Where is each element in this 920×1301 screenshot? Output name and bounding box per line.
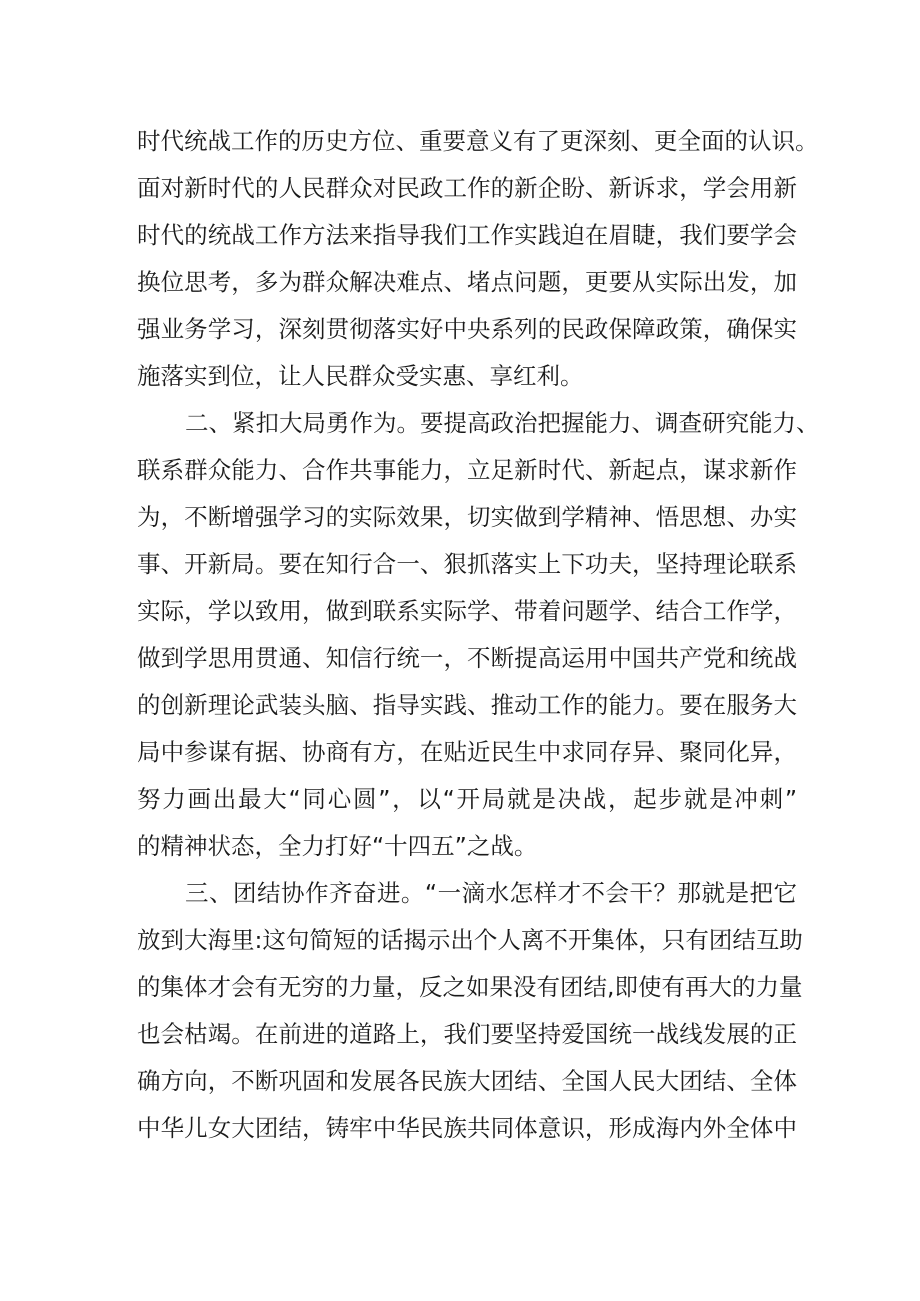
paragraph-3-line-5: 确方向，不断巩固和发展各民族大团结、全国人民大团结、全体 — [137, 1067, 797, 1095]
paragraph-2-line-5: 实际，学以致用，做到联系实际学、带着问题学、结合工作学， — [137, 597, 797, 625]
paragraph-3-line-4: 也会枯竭。在前进的道路上，我们要坚持爱国统一战线发展的正 — [137, 1020, 797, 1048]
paragraph-1-line-4: 换位思考，多为群众解决难点、堵点问题，更要从实际出发，加 — [137, 268, 797, 296]
paragraph-2-line-3: 为，不断增强学习的实际效果，切实做到学精神、悟思想、办实 — [137, 503, 797, 531]
paragraph-2-line-10: 的精神状态，全力打好“十四五”之战。 — [137, 832, 538, 860]
document-body — [137, 118, 820, 1152]
paragraph-2-line-8: 局中参谋有据、协商有方，在贴近民生中求同存异、聚同化异， — [137, 738, 797, 766]
paragraph-2-line-4: 事、开新局。要在知行合一、狠抓落实上下功夫，坚持理论联系 — [137, 550, 797, 578]
paragraph-1-line-2: 面对新时代的人民群众对民政工作的新企盼、新诉求，学会用新 — [137, 174, 797, 202]
paragraph-3-line-1: 三、团结协作齐奋进。“一滴水怎样才不会干？那就是把它 — [185, 879, 797, 907]
paragraph-2-line-9: 努力画出最大“同心圆”，以“开局就是决战，起步就是冲刺” — [137, 785, 797, 813]
paragraph-1-line-3: 时代的统战工作方法来指导我们工作实践迫在眉睫，我们要学会 — [137, 221, 797, 249]
paragraph-3-line-6: 中华儿女大团结，铸牢中华民族共同体意识，形成海内外全体中 — [137, 1114, 797, 1142]
paragraph-2-line-2: 联系群众能力、合作共事能力，立足新时代、新起点，谋求新作 — [137, 456, 797, 484]
paragraph-2-line-7: 的创新理论武装头脑、指导实践、推动工作的能力。要在服务大 — [137, 691, 797, 719]
paragraph-2-line-6: 做到学思用贯通、知信行统一，不断提高运用中国共产党和统战 — [137, 644, 797, 672]
paragraph-3-line-3: 的集体才会有无穷的力量，反之如果没有团结,即使有再大的力量 — [137, 973, 803, 1001]
paragraph-3-line-2: 放到大海里:这句简短的话揭示出个人离不开集体，只有团结互助 — [137, 926, 803, 954]
paragraph-2-line-1: 二、紧扣大局勇作为。要提高政治把握能力、调查研究能力、 — [185, 409, 820, 437]
paragraph-1-line-1: 时代统战工作的历史方位、重要意义有了更深刻、更全面的认识。 — [137, 127, 819, 155]
paragraph-1-line-6: 施落实到位，让人民群众受实惠、享红利。 — [137, 362, 584, 390]
paragraph-1-line-5: 强业务学习，深刻贯彻落实好中央系列的民政保障政策，确保实 — [137, 315, 797, 343]
